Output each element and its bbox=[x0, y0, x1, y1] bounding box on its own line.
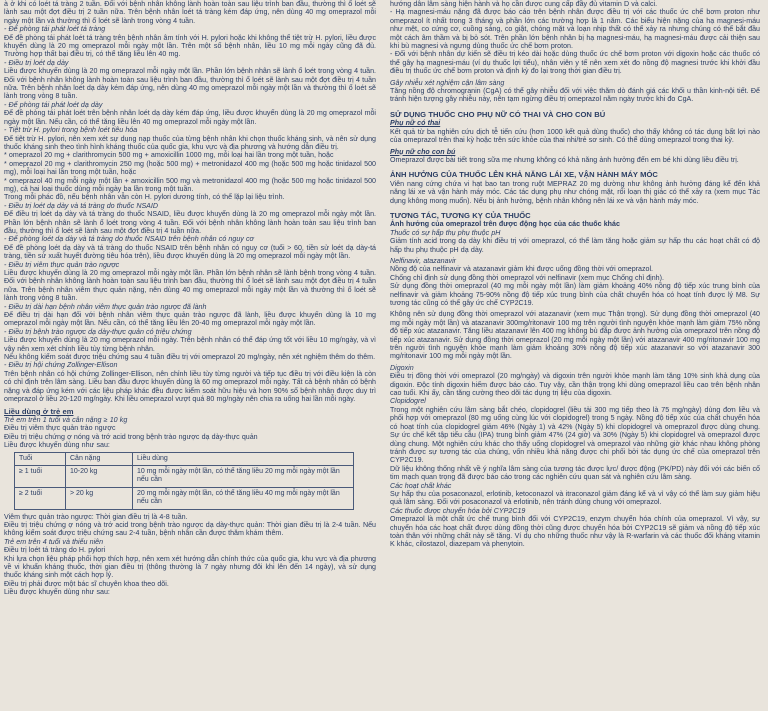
paragraph: Trên bệnh nhân có hội chứng Zollinger-Ellison, nên chỉnh liều tùy từng người và tiếp tục điều trị với điều kiện là còn có chỉ định trên lâm sàng. Liều ban đầu được khuyến dùng là 60 mg omeprazol mỗi ngày. Tất cả bệnh nhân có bệnh nặng và đáp ứng kém với các liệu pháp khác đều được kiểm soát hữu hiệu và hơn 90% số bệnh nhân được duy trì omeprazol ở liều 20-120 mg/ngày. Khi liều omeprazol vượt quá 80 mg/ngày nên chia ra uống hai lần mỗi ngày. bbox=[4, 369, 376, 404]
paragraph: Để tiệt trừ H. pylori, nên xem xét sự dung nạp thuốc của từng bệnh nhân khi chọn thuốc kháng sinh, và nên sử dụng thuốc kháng sinh theo tình hình kháng thuốc của quốc gia, khu vực và địa phương và hướng dẫn điều trị. bbox=[4, 134, 376, 151]
paragraph: Giảm tính acid trong dạ dày khi điều trị với omeprazol, có thể làm tăng hoặc giảm sự hấp thu các hoạt chất có độ hấp thu phụ thuộc pH dạ dày. bbox=[390, 237, 760, 254]
section-heading: SỬ DỤNG THUỐC CHO PHỤ NỮ CÓ THAI VÀ CHO CON BÚ bbox=[390, 109, 606, 119]
paragraph: Viêm thực quản trào ngược: Thời gian điều trị là 4-8 tuần. bbox=[4, 512, 188, 521]
subheading: Các hoạt chất khác bbox=[390, 481, 452, 490]
bold-subheading: Phụ nữ có thai bbox=[390, 119, 441, 128]
paragraph: * omeprazol 20 mg + clarithromycin 250 mg (hoặc 500 mg) + metronidazol 400 mg (hoặc 500 mg hoặc tinidazol 500 mg), mỗi loại hai lần trong một tuần, hoặc bbox=[4, 159, 376, 177]
subheading: - Điều trị loét dạ dày và tá tràng do thuốc NSAID bbox=[4, 201, 159, 210]
right-column bbox=[382, 0, 760, 711]
subheading: Các thuốc được chuyển hóa bởi CYP2C19 bbox=[390, 506, 526, 515]
section-heading: TƯƠNG TÁC, TƯƠNG KỴ CỦA THUỐC bbox=[390, 210, 531, 220]
table-header-row bbox=[15, 452, 354, 465]
table-header-cell: Cân nặng bbox=[66, 452, 133, 465]
spacer bbox=[390, 104, 760, 107]
subheading: - Để phòng tái phát loét dạ dày bbox=[4, 100, 103, 109]
paragraph: Để đề phòng loét dạ dày và tá tràng do thuốc NSAID trên bệnh nhân có nguy cơ (tuổi > 60, tiền sử loét dạ dày-tá tràng, tiền sử xuất huyết đường tiêu hóa trên), liều được khuyến dùng là 20 mg omeprazol mỗi ngày một lần. bbox=[4, 243, 376, 261]
paragraph: Nếu không kiểm soát được triệu chứng sau 4 tuần điều trị với omeprazol 20 mg/ngày, nên xét nghiệm thêm do thêm. bbox=[4, 353, 376, 362]
paragraph: - Đối với bệnh nhân dự kiến sẽ điều trị kéo dài hoặc dùng thuốc ức chế bơm proton với digoxin hoặc các thuốc có thể gây hạ magnesi-máu (ví dụ thuốc lợi tiểu), nhân viên y tế nên xem xét đo nồng độ magnesi trước khi khởi đầu điều trị thuốc ức chế bơm proton và định kỳ đo lại trong thời gian điều trị. bbox=[390, 50, 760, 76]
paragraph: Điều trị triệu chứng ợ nóng và trớ acid trong bệnh trào ngược dạ dày-thực quản bbox=[4, 432, 258, 441]
bold-subheading: Ảnh hưởng của omeprazol trên được động học của các thuốc khác bbox=[390, 220, 620, 229]
subheading: - Để phòng loét dạ dày và tá tràng do thuốc NSAID trên bệnh nhân có nguy cơ bbox=[4, 235, 254, 244]
subheading: Trẻ em trên 4 tuổi và thiếu niên bbox=[4, 537, 104, 546]
paragraph: Omeprazol là một chất ức chế trung bình đối với CYP2C19, enzym chuyển hóa chính của omeprazol. Vì vậy, sự chuyển hóa các hoạt chất được dùng đồng thời cũng được chuyển hóa bởi CYP2C19 sẽ giảm và nồng độ tiếp xúc toàn thân với những chất này sẽ tăng. Ví dụ cho những thuốc như vậy là R-warfarin và các thuốc đối kháng vitamin K khác, cilostazol, diazepam và phenytoin. bbox=[390, 515, 760, 549]
table-cell: 10-20 kg bbox=[66, 465, 133, 487]
subheading: Digoxin bbox=[390, 363, 414, 372]
spacer bbox=[390, 205, 760, 208]
subheading: Nelfinavir, atazanavir bbox=[390, 256, 457, 265]
paragraph: Viên nang cứng chứa vi hạt bao tan trong ruột MEPRAZ 20 mg dường như không ảnh hưởng đáng kể đến khả năng lái xe và vận hành máy móc. Các tác dụng phụ như chóng mặt, rối loạn thị giác có thể xảy ra (xem mục Tác dụng không mong muốn). Nếu bị ảnh hưởng, bệnh nhân không nên lái xe và vận hành máy móc. bbox=[390, 179, 760, 205]
paragraph: Liều được khuyến dùng như sau: bbox=[4, 441, 110, 450]
subheading: Trẻ em trên 1 tuổi và cân nặng ≥ 10 kg bbox=[4, 415, 128, 424]
paragraph: Liều được khuyến dùng là 20 mg omeprazol mỗi ngày một lần. Phần lớn bệnh nhân sẽ lành bệnh trong vòng 4 tuần. Đối với bệnh nhân không lành hoàn toàn sau liệu trình ban đầu, thường thì ổ loét sẽ lành sau một đợt điều trị 4 tuần nữa. Trên bệnh nhân viêm thực quản nặng, nên dùng 40 mg omeprazol mỗi ngày một lần và thường thì ổ loét sẽ lành trong vòng 8 tuần. bbox=[4, 269, 376, 303]
pediatric-dose-table bbox=[14, 452, 354, 510]
paragraph: Để đề phòng tái phát loét tá tràng trên bệnh nhân âm tính với H. pylori hoặc khi không thể tiệt trừ H. pylori, liều được khuyến dùng là 20 mg omeprazol mỗi ngày một lần. Trên một số bệnh nhân, liều 10 mg mỗi ngày cũng đã đủ. Trường hợp thất bại điều trị, có thể tăng liều lên 40 mg. bbox=[4, 33, 376, 59]
paragraph: Khi lựa chọn liệu pháp phối hợp thích hợp, nên xem xét hướng dẫn chính thức của quốc gia, khu vực và địa phương về vi khuẩn kháng thuốc, thời gian điều trị (thông thường là 7 ngày nhưng đôi khi lên đến 14 ngày), và sử dụng thuốc kháng sinh một cách hợp lý. bbox=[4, 554, 376, 580]
subheading: - Điều trị bệnh trào ngược dạ dày-thực quản có triệu chứng bbox=[4, 327, 192, 336]
table-header-cell: Tuổi bbox=[15, 452, 66, 465]
subheading: - Điều trị dài hạn bệnh nhân viêm thực quản trào ngược đã lành bbox=[4, 302, 207, 311]
paragraph: Không nên sử dụng đồng thời omeprazol với atazanavir (xem mục Thận trọng). Sử dụng đồng thời omeprazol (40 mg mỗi ngày một lần) và atazanavir 300mg/ritonavir 100 mg trên người tình nguyện khỏe mạnh làm giảm 75% nồng độ tiếp xúc atazanavir. Tăng liều atazanavir lên 400 mg không bù đắp được ảnh hưởng của omeprazol trên nồng độ tiếp xúc atazanavir. Sử dụng đồng thời omeprazol (20 mg mỗi ngày một lần) với atazanavir 400 mg/ritonavir 100 mg trên người tình nguyện khỏe mạnh làm giảm khoảng 30% nồng độ tiếp xúc atazanavir so với atazanavir 300 mg/ritonavir 100 mg mỗi ngày một lần. bbox=[390, 310, 760, 361]
paragraph: Dữ liệu không thống nhất về ý nghĩa lâm sàng của tương tác được lực/ được động (PK/PD) này đối với các biến cố tim mạch quan trọng đã được báo cáo trong các nghiên cứu quan sát và nghiên cứu lâm sàng. bbox=[390, 464, 760, 482]
section-heading: ẢNH HƯỞNG CỦA THUỐC LÊN KHẢ NĂNG LÁI XE, VẬN HÀNH MÁY MÓC bbox=[390, 170, 658, 180]
paragraph: Kết quả từ ba nghiên cứu dịch tễ tiến cứu (hơn 1000 kết quả dùng thuốc) cho thấy không có tác dụng bất lợi nào của omeprazol trên thai kỳ hoặc trên sức khỏe của thai nhi/trẻ sơ sinh. Có thể dùng omeprazol trong thai kỳ. bbox=[390, 127, 760, 145]
paragraph: Để điều trị loét dạ dày và tá tràng do thuốc NSAID, liều được khuyến dùng là 20 mg omeprazol mỗi ngày một lần. Phần lớn bệnh nhân sẽ lành ổ loét trong vòng 4 tuần. Đối với bệnh nhân không lành hoàn toàn sau liệu trình ban đầu, thường thì ổ loét sẽ lành sau một đợt điều trị 4 tuần nữa. bbox=[4, 210, 376, 235]
paragraph: Để đề phòng tái phát loét trên bệnh nhân loét dạ dày kém đáp ứng, liều được khuyến dùng là 20 mg omeprazol mỗi ngày một lần. Nếu cần, có thể tăng liều lên 40 mg omeprazol mỗi ngày một lần. bbox=[4, 109, 376, 126]
subheading: - Điều trị loét dạ dày bbox=[4, 58, 69, 67]
table-header-cell: Liều dùng bbox=[133, 452, 354, 465]
paragraph: Liều được khuyến dùng là 20 mg omeprazol mỗi ngày. Trên bệnh nhân có thể đáp ứng tốt với liều 10 mg/ngày, và vì vậy nên xem xét chỉnh liều tùy từng bệnh nhân. bbox=[4, 336, 376, 353]
paragraph: Trong mỗi phác đồ, nếu bệnh nhân vẫn còn H. pylori dương tính, có thể lặp lại liệu trình. bbox=[4, 193, 285, 202]
table-cell: > 20 kg bbox=[66, 487, 133, 509]
table-cell: ≥ 1 tuổi bbox=[15, 465, 66, 487]
spacer bbox=[390, 164, 760, 167]
paragraph: Chống chỉ định sử dụng đồng thời omeprazol với nelfinavir (xem mục Chống chỉ định). bbox=[390, 273, 664, 282]
subheading: - Để phòng tái phát loét tá tràng bbox=[4, 25, 106, 34]
paragraph: à ở khi có loét tá tràng 2 tuần. Đối với bệnh nhân không lành hoàn toàn sau liệu trình ban đầu, thường thì ổ loét sẽ lành sau một đợt điều trị 2 tuần nữa. Trên bệnh nhân loét tá tràng kém đáp ứng, nên dùng 40 mg omeprazol mỗi ngày một lần và thường thì ổ loét sẽ lành trong vòng 4 tuần. bbox=[4, 0, 376, 25]
paragraph: Trong một nghiên cứu lâm sàng bắt chéo, clopidogrel (liều tải 300 mg tiếp theo là 75 mg/ngày) dùng đơn liều và phối hợp với omeprazol (80 mg uống cùng lúc với clopidogrel) trong 5 ngày. Nồng độ tiếp xúc của chất chuyển hóa có hoạt tính của clopidogrel giảm 46% (Ngày 1) và 42% (Ngày 5) khi clopidogrel và omeprazol được dùng chung. Sự ức chế kết tập tiểu cầu (IPA) trung bình giảm 47% (24 giờ) và 30% (Ngày 5) khi clopidogrel và omeprazol được dùng chung. Một nghiên cứu khác cho thấy uống clopidogrel và omeprazol vào những giờ khác nhau không phòng tránh được sự tương tác của chúng, vốn nhiều khả năng được chi phối bởi tác dụng ức chế của omeprazol trên CYP2C19. bbox=[390, 405, 760, 465]
subheading: Clopidogrel bbox=[390, 397, 426, 406]
paragraph: Điều trị triệu chứng ợ nóng và trớ acid trong bệnh trào ngược dạ dày-thực quản: Thời gian điều trị là 2-4 tuần. Nếu không kiểm soát được triệu chứng sau 2-4 tuần, bệnh nhân cần được thăm khám thêm. bbox=[4, 520, 376, 538]
paragraph: Điều trị loét tá tràng do H. pylori bbox=[4, 546, 106, 555]
paragraph: * omeprazol 20 mg + clarithromycin 500 mg + amoxicillin 1000 mg, mỗi loại hai lần trong một tuần, hoặc bbox=[4, 151, 334, 160]
paragraph: Nồng độ của nelfinavir và atazanavir giảm khi được uống đồng thời với omeprazol. bbox=[390, 265, 654, 274]
paragraph: Để điều trị dài hạn đối với bệnh nhân viêm thực quản trào ngược đã lành, liều được khuyến dùng là 10 mg omeprazol mỗi ngày một lần. Nếu cần, có thể tăng liều lên 20-40 mg omeprazol mỗi ngày một lần. bbox=[4, 311, 376, 328]
table-row bbox=[15, 487, 354, 509]
paragraph: * omeprazol 40 mg mỗi ngày một lần + amoxicillin 500 mg và metronidazol 400 mg (hoặc 500 mg hoặc tinidazol 500 mg), cả hai loại thuốc dùng mỗi ngày ba lần trong một tuần. bbox=[4, 176, 376, 193]
left-column bbox=[4, 0, 382, 711]
paragraph: Điều trị viêm thực quản trào ngược bbox=[4, 424, 116, 433]
subheading: - Tiệt trừ H. pylori trong bệnh loét tiêu hóa bbox=[4, 126, 138, 135]
paragraph: hướng dẫn lâm sàng hiện hành và họ cần được cung cấp đầy đủ vitamin D và calci. bbox=[390, 0, 658, 8]
paragraph: Sử dụng đồng thời omeprazol (40 mg mỗi ngày một lần) làm giảm khoảng 40% nồng độ tiếp xúc trung bình của nelfinavir và giảm khoảng 75-90% nồng độ tiếp xúc trung bình của chất chuyển hóa có hoạt tính được lý M8. Sự tương tác cũng có thể gây ức chế CYP2C19. bbox=[390, 282, 760, 307]
section-heading: Liều dùng ở trẻ em bbox=[4, 406, 74, 416]
bold-subheading: Phụ nữ cho con bú bbox=[390, 147, 456, 156]
table-cell: 10 mg mỗi ngày một lần, có thể tăng liều 20 mg mỗi ngày một lần nếu cần bbox=[133, 465, 354, 487]
paragraph: Liều được khuyến dùng như sau: bbox=[4, 588, 110, 597]
subheading: Gây nhiễu xét nghiệm cận lâm sàng bbox=[390, 78, 505, 87]
paragraph: Sự hấp thu của posaconazol, erlotinib, ketoconazol và itraconazol giảm đáng kể và vì vậy có thể làm suy giảm hiệu quả lâm sàng. Đối với posaconazol và erlotinib, nên tránh dùng chung với omeprazol. bbox=[390, 489, 760, 507]
table-cell: ≥ 2 tuổi bbox=[15, 487, 66, 509]
paragraph: Liều được khuyến dùng là 20 mg omeprazol mỗi ngày một lần. Phần lớn bệnh nhân sẽ lành ổ loét trong vòng 4 tuần. Đối với bệnh nhân không lành hoàn toàn sau liệu trình ban đầu, thường thì ổ loét sẽ lành sau một đợt điều trị 4 tuần nữa. Trên bệnh nhân loét dạ dày kém đáp ứng, nên dùng 40 mg omeprazol mỗi ngày một lần và thường thì ổ loét sẽ lành trong vòng 8 tuần. bbox=[4, 67, 376, 101]
paragraph: Điều trị đồng thời với omeprazol (20 mg/ngày) và digoxin trên người khỏe mạnh làm tăng 10% sinh khả dụng của digoxin. Độc tính digoxin hiếm được báo cáo. Tuy vậy, cần thận trọng khi dùng omeprazol liều cao trên bệnh nhân cao tuổi. Khi ấy, cần tăng cường theo dõi tác dụng trị liệu của digoxin. bbox=[390, 372, 760, 398]
paragraph: - Hạ magnesi-máu nặng đã được báo cáo trên bệnh nhân được điều trị với các thuốc ức chế bơm proton như omeprazol ít nhất trong 3 tháng và phần lớn các trường hợp là 1 năm. Các biểu hiện nặng của hạ magnesi-máu như mệt, co cứng cơ, cuồng sảng, co giật, chóng mặt và loạn nhịp thất có thể xảy ra nhưng chúng có thể bắt đầu một cách âm thầm và bị bỏ sót. Trên phần lớn bệnh nhân bị hạ magnesi-máu, hạ magnesi-máu được cải thiện sau khi bù magnesi và ngưng dùng thuốc ức chế bơm proton. bbox=[390, 8, 760, 51]
paragraph: Tăng nồng độ chromogranin (CgA) có thể gây nhiễu đối với việc thăm dò đánh giá các khối u thần kinh-nội tiết. Để tránh hiện tượng gây nhiễu này, nên tạm ngừng điều trị omeprazol năm ngày trước khi đo CgA. bbox=[390, 87, 760, 104]
subheading: - Điều trị viêm thực quản trào ngược bbox=[4, 260, 120, 269]
table-cell: 20 mg mỗi ngày một lần, có thể tăng liều 40 mg mỗi ngày một lần nếu cần bbox=[133, 487, 354, 509]
subheading: Thuốc có sự hấp thụ phụ thuộc pH bbox=[390, 228, 501, 237]
paragraph: Omeprazol được bài tiết trong sữa mẹ nhưng không có khả năng ảnh hưởng đến em bé khi dùng liều điều trị. bbox=[390, 155, 739, 164]
paragraph: Điều trị phải được một bác sĩ chuyên khoa theo dõi. bbox=[4, 579, 169, 588]
table-row bbox=[15, 465, 354, 487]
subheading: - Điều trị hội chứng Zollinger-Ellison bbox=[4, 361, 118, 370]
